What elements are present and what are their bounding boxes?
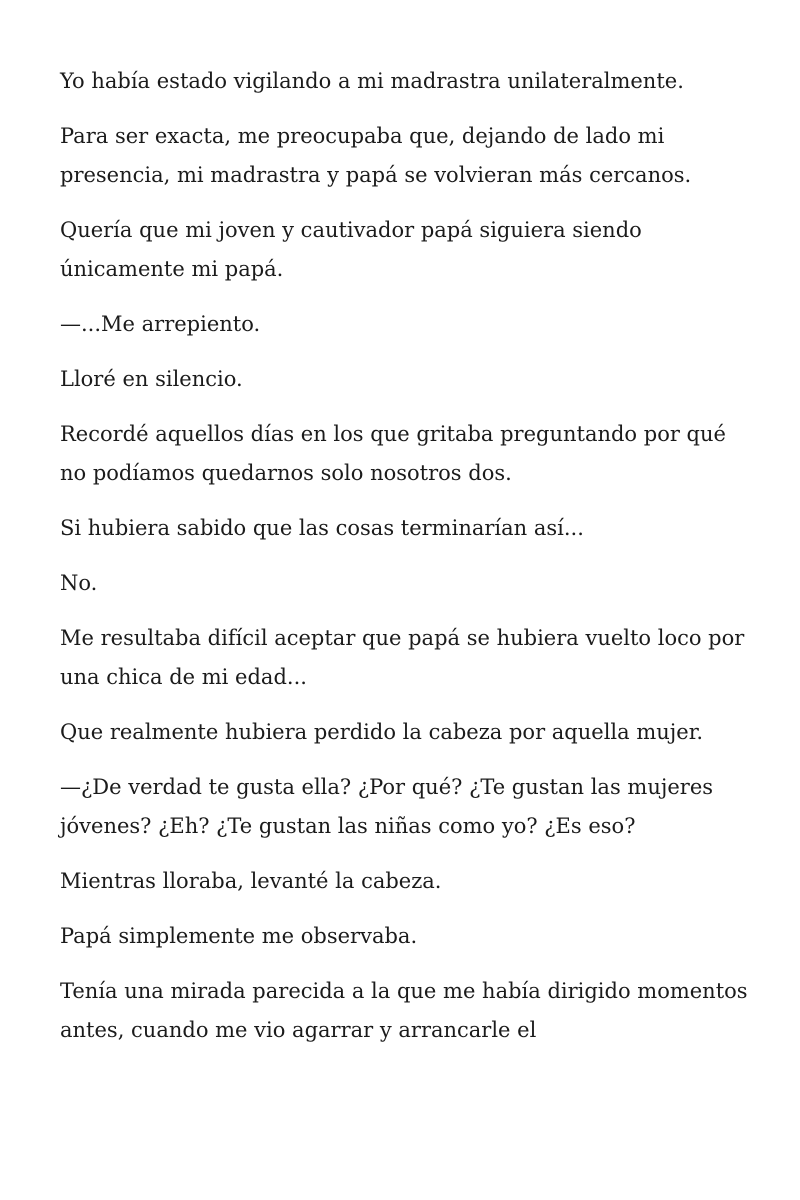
paragraph: No. — [60, 571, 98, 595]
paragraph: Me resultaba difícil aceptar que papá se hubiera vuelto loco por una chica de mi edad... — [60, 626, 745, 689]
reading-page — [60, 62, 750, 1066]
paragraph: Quería que mi joven y cautivador papá siguiera siendo únicamente mi papá. — [60, 218, 642, 281]
paragraph: Yo había estado vigilando a mi madrastra unilateralmente. — [60, 69, 684, 93]
paragraph: Lloré en silencio. — [60, 367, 243, 391]
paragraph: Tenía una mirada parecida a la que me había dirigido momentos antes, cuando me vio agarrar y arrancarle el — [60, 979, 748, 1042]
paragraph: Mientras lloraba, levanté la cabeza. — [60, 869, 442, 893]
paragraph: Que realmente hubiera perdido la cabeza por aquella mujer. — [60, 720, 704, 744]
paragraph: Si hubiera sabido que las cosas terminarían así... — [60, 516, 584, 540]
paragraph: —...Me arrepiento. — [60, 312, 261, 336]
paragraph: Para ser exacta, me preocupaba que, dejando de lado mi presencia, mi madrastra y papá se volvieran más cercanos. — [60, 124, 692, 187]
paragraph: Recordé aquellos días en los que gritaba preguntando por qué no podíamos quedarnos solo nosotros dos. — [60, 422, 726, 485]
paragraph: —¿De verdad te gusta ella? ¿Por qué? ¿Te gustan las mujeres jóvenes? ¿Eh? ¿Te gustan las niñas como yo? ¿Es eso? — [60, 775, 714, 838]
paragraph: Papá simplemente me observaba. — [60, 924, 418, 948]
